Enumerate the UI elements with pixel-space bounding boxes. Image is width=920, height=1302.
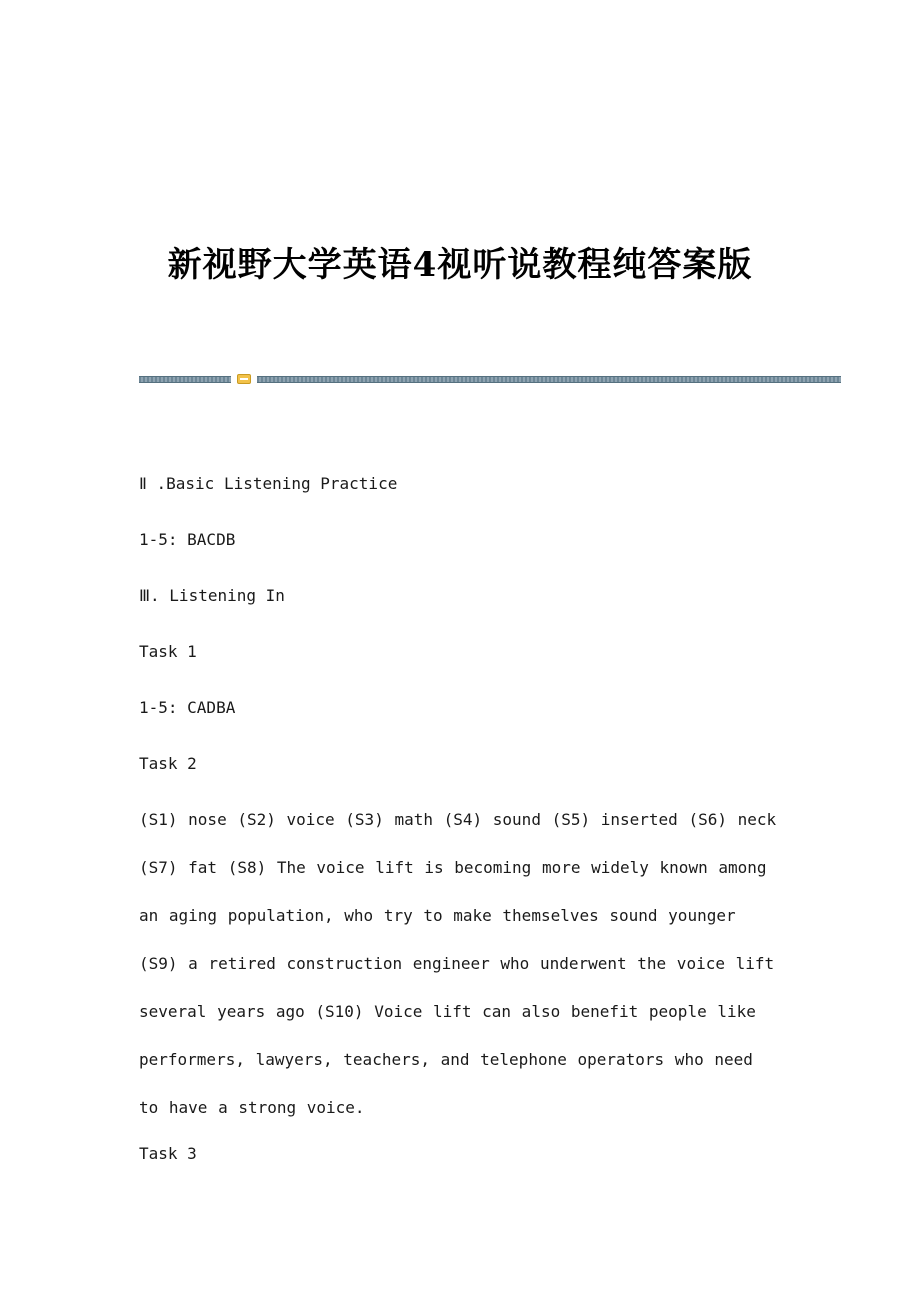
- document-title: 新视野大学英语4视听说教程纯答案版: [167, 244, 753, 285]
- task-1-heading: Task 1: [139, 642, 197, 661]
- basic-listening-answers: 1-5: BACDB: [139, 530, 236, 549]
- task-2-heading: Task 2: [139, 754, 197, 773]
- envelope-icon: [237, 374, 251, 384]
- document-body: [139, 470, 779, 1196]
- task-3-heading: Task 3: [139, 1144, 197, 1163]
- task-2-answers: (S1) nose (S2) voice (S3) math (S4) sound (S5) inserted (S6) neck (S7) fat (S8) The voice lift is becoming more widely known among an aging population, who try to make themselves sound younger (S9) a retired construction engineer who underwent the voice lift several years ago (S10) Voice lift can also benefit people like performers, lawyers, teachers, and telephone operators who need to have a strong voice.: [139, 810, 777, 1117]
- section-heading-basic-listening: Ⅱ .Basic Listening Practice: [139, 474, 398, 493]
- section-heading-listening-in: Ⅲ. Listening In: [139, 586, 285, 605]
- title-divider: [139, 374, 841, 384]
- divider-bar-right: [257, 376, 841, 383]
- task-1-answers: 1-5: CADBA: [139, 698, 236, 717]
- divider-bar-left: [139, 376, 231, 383]
